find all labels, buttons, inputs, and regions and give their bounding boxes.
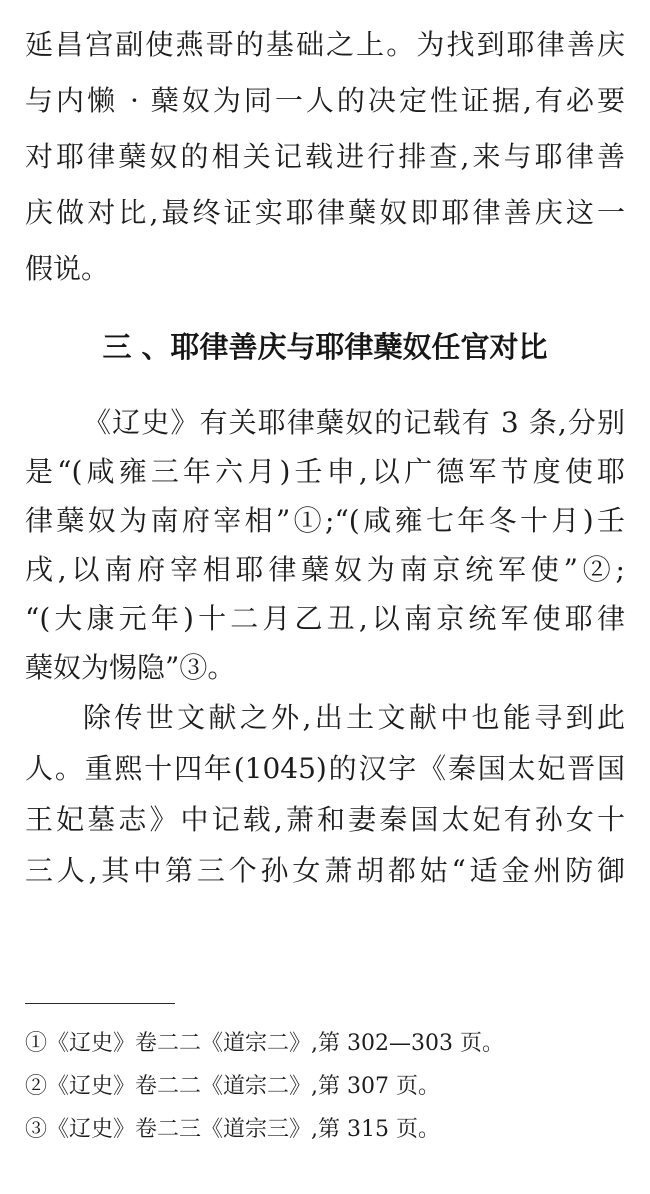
footnotes (25, 1022, 625, 1151)
paragraph-1-line-1: 延昌宫副使燕哥的基础之上。为找到耶律善庆 (25, 28, 625, 61)
paragraph-1-line-5: 假说。 (25, 252, 110, 285)
paragraph-2-line-4: 戌,以南府宰相耶律蘖奴为南京统军使”②; (25, 553, 625, 586)
paragraph-3-line-3: 王妃墓志》中记载,萧和妻秦国太妃有孙女十 (25, 803, 625, 836)
paragraph-2-line-1: 《辽史》有关耶律蘖奴的记载有 3 条,分别 (83, 406, 625, 439)
paragraph-2 (25, 398, 625, 692)
paragraph-2-line-2: 是“(咸雍三年六月)壬申,以广德军节度使耶 (25, 455, 625, 488)
paragraph-1-line-3: 对耶律蘖奴的相关记载进行排查,来与耶律善 (25, 140, 625, 173)
footnote-divider (25, 1003, 175, 1004)
paragraph-1 (25, 17, 625, 297)
paragraph-1-line-2: 与内懒 · 蘖奴为同一人的决定性证据,有必要 (25, 84, 625, 117)
footnote-3: ③《辽史》卷二三《道宗三》,第 315 页。 (25, 1117, 440, 1142)
paragraph-3-line-1: 除传世文献之外,出土文献中也能寻到此 (83, 701, 625, 734)
paragraph-1-line-4: 庆做对比,最终证实耶律蘖奴即耶律善庆这一 (25, 196, 625, 229)
paragraph-2-line-6: 蘖奴为惕隐”③。 (25, 651, 236, 684)
section-heading: 三 、耶律善庆与耶律蘖奴任官对比 (102, 330, 548, 364)
paragraph-3-line-4: 三人,其中第三个孙女萧胡都姑“适金州防御 (25, 854, 625, 887)
paragraph-2-line-3: 律蘖奴为南府宰相”①;“(咸雍七年冬十月)壬 (25, 504, 625, 537)
paragraph-2-line-5: “(大康元年)十二月乙丑,以南京统军使耶律 (25, 602, 625, 635)
footnote-1: ①《辽史》卷二二《道宗二》,第 302—303 页。 (25, 1031, 504, 1056)
paragraph-3 (25, 692, 625, 896)
footnote-2: ②《辽史》卷二二《道宗二》,第 307 页。 (25, 1074, 440, 1099)
paragraph-3-line-2: 人。重熙十四年(1045)的汉字《秦国太妃晋国 (25, 752, 625, 785)
